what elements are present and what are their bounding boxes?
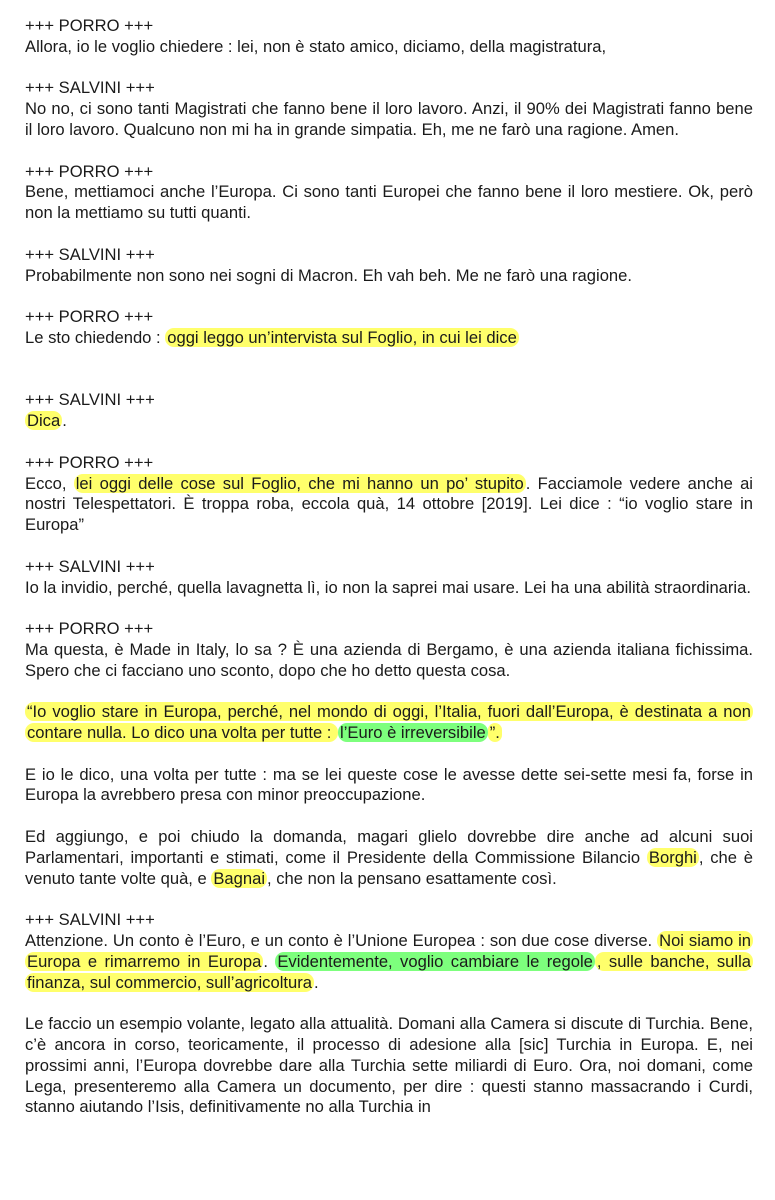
paragraph-text xyxy=(25,328,753,349)
transcript-block xyxy=(25,1014,753,1118)
transcript-block xyxy=(25,16,753,58)
highlight-yellow: lei oggi delle cose sul Foglio, che mi hanno un po’ stupito xyxy=(75,473,524,493)
text-segment: Attenzione. Un conto è l’Euro, e un conto è l’Unione Europea : son due cose diverse. xyxy=(25,931,658,951)
text-segment: . xyxy=(62,411,67,431)
paragraph-text xyxy=(25,37,753,58)
speaker-label: +++ PORRO +++ xyxy=(25,452,154,472)
transcript-block xyxy=(25,619,753,681)
transcript-block xyxy=(25,390,753,432)
speaker-label: +++ SALVINI +++ xyxy=(25,78,155,98)
text-segment: . Facciamole vedere anche ai nostri Telespettatori. È troppa roba, eccola quà, 14 ottobre [2019]. Lei dice : “io voglio stare in Europa” xyxy=(25,473,753,535)
transcript-block xyxy=(25,910,753,993)
text-segment: . xyxy=(263,951,276,971)
text-segment: Le sto chiedendo : xyxy=(25,327,166,347)
speaker-label: +++ SALVINI +++ xyxy=(25,910,155,930)
highlight-yellow: Borghi xyxy=(648,847,697,867)
transcript-block xyxy=(25,557,753,599)
highlight-yellow: , sulle banche, sulla finanza, sul commercio, sull’agricoltura xyxy=(27,951,751,992)
highlight-yellow: Bagnai xyxy=(213,868,266,888)
text-segment: Allora, io le voglio chiedere : lei, non è stato amico, diciamo, della magistratura, xyxy=(25,36,607,56)
paragraph-text xyxy=(25,1014,753,1118)
transcript-block xyxy=(25,453,753,536)
speaker-label: +++ PORRO +++ xyxy=(25,619,154,639)
transcript-block xyxy=(25,245,753,287)
paragraph-text xyxy=(25,474,753,536)
text-segment: . xyxy=(313,972,319,992)
speaker-label: +++ PORRO +++ xyxy=(25,161,154,181)
paragraph-text xyxy=(25,765,753,807)
text-segment: , che è venuto tante volte quà, e xyxy=(25,847,753,888)
transcript-block xyxy=(25,307,753,349)
text-segment: Ecco, xyxy=(25,473,74,493)
paragraph-text xyxy=(25,702,753,744)
transcript-block xyxy=(25,162,753,224)
highlight-green: Evidentemente, voglio cambiare le regole xyxy=(277,951,593,971)
speaker-label: +++ SALVINI +++ xyxy=(25,244,155,264)
highlight-yellow: Noi siamo in Europa e rimarremo in Europa xyxy=(27,931,751,971)
transcript-block xyxy=(25,702,753,744)
text-segment: Io la invidio, perché, quella lavagnetta lì, io non la saprei mai usare. Lei ha una abilità straordinaria. xyxy=(25,577,751,597)
paragraph-text xyxy=(25,99,753,141)
text-segment: Bene, mettiamoci anche l’Europa. Ci sono tanti Europei che fanno bene il loro mestiere. Ok, però non la mettiamo su tutti quanti. xyxy=(25,182,753,223)
paragraph-text xyxy=(25,931,753,993)
paragraph-text xyxy=(25,411,753,432)
transcript-block xyxy=(25,78,753,140)
text-segment: Probabilmente non sono nei sogni di Macron. Eh vah beh. Me ne farò una ragione. xyxy=(25,265,632,285)
paragraph-text xyxy=(25,640,753,682)
paragraph-text xyxy=(25,266,753,287)
paragraph-text xyxy=(25,578,753,599)
text-segment: , che non la pensano esattamente così. xyxy=(267,868,557,888)
speaker-label: +++ SALVINI +++ xyxy=(25,390,155,410)
highlight-green: l’Euro è irreversibile xyxy=(340,723,486,743)
highlight-yellow: oggi leggo un’intervista sul Foglio, in cui lei dice xyxy=(167,327,517,347)
highlight-yellow: “Io voglio stare in Europa, perché, nel mondo di oggi, l’Italia, fuori dall’Europa, è destinata a non contare nulla. Lo dico una volta per tutte : xyxy=(27,702,751,743)
speaker-label: +++ PORRO +++ xyxy=(25,307,154,327)
text-segment: E io le dico, una volta per tutte : ma se lei queste cose le avesse dette sei-sette mesi fa, forse in Europa la avrebbero presa con minor preoccupazione. xyxy=(25,764,753,805)
transcript-block xyxy=(25,765,753,807)
highlight-yellow: Dica xyxy=(27,411,61,431)
speaker-label: +++ SALVINI +++ xyxy=(25,556,155,576)
paragraph-text xyxy=(25,827,753,889)
speaker-label: +++ PORRO +++ xyxy=(25,16,154,35)
text-segment: Ma questa, è Made in Italy, lo sa ? È una azienda di Bergamo, è una azienda italiana fichissima. Spero che ci facciano uno sconto, dopo che ho detto questa cosa. xyxy=(25,639,753,680)
text-segment: Le faccio un esempio volante, legato alla attualità. Domani alla Camera si discute di Turchia. Bene, c’è ancora in corso, teoricamente, il processo di adesione alla [sic] Turchia in Europa. E, nei prossimi anni, l’Europa dovrebbe dare alla Turchia sette miliardi di Euro. Ora, noi domani, come Lega, presenteremo alla Camera un documento, per dire : questi stanno massacrando i Curdi, stanno aiutando l’Isis, definitivamente no alla Turchia in xyxy=(25,1014,753,1117)
transcript-block xyxy=(25,827,753,889)
paragraph-text xyxy=(25,182,753,224)
highlight-yellow: ”. xyxy=(489,723,500,743)
text-segment: No no, ci sono tanti Magistrati che fanno bene il loro lavoro. Anzi, il 90% dei Magistrati fanno bene il loro lavoro. Qualcuno non mi ha in grande simpatia. Eh, me ne farò una ragione. Amen. xyxy=(25,99,753,139)
text-segment: Ed aggiungo, e poi chiudo la domanda, magari glielo dovrebbe dire anche ad alcuni suoi Parlamentari, importanti e stimati, come il Presidente della Commissione Bilancio xyxy=(25,827,753,867)
